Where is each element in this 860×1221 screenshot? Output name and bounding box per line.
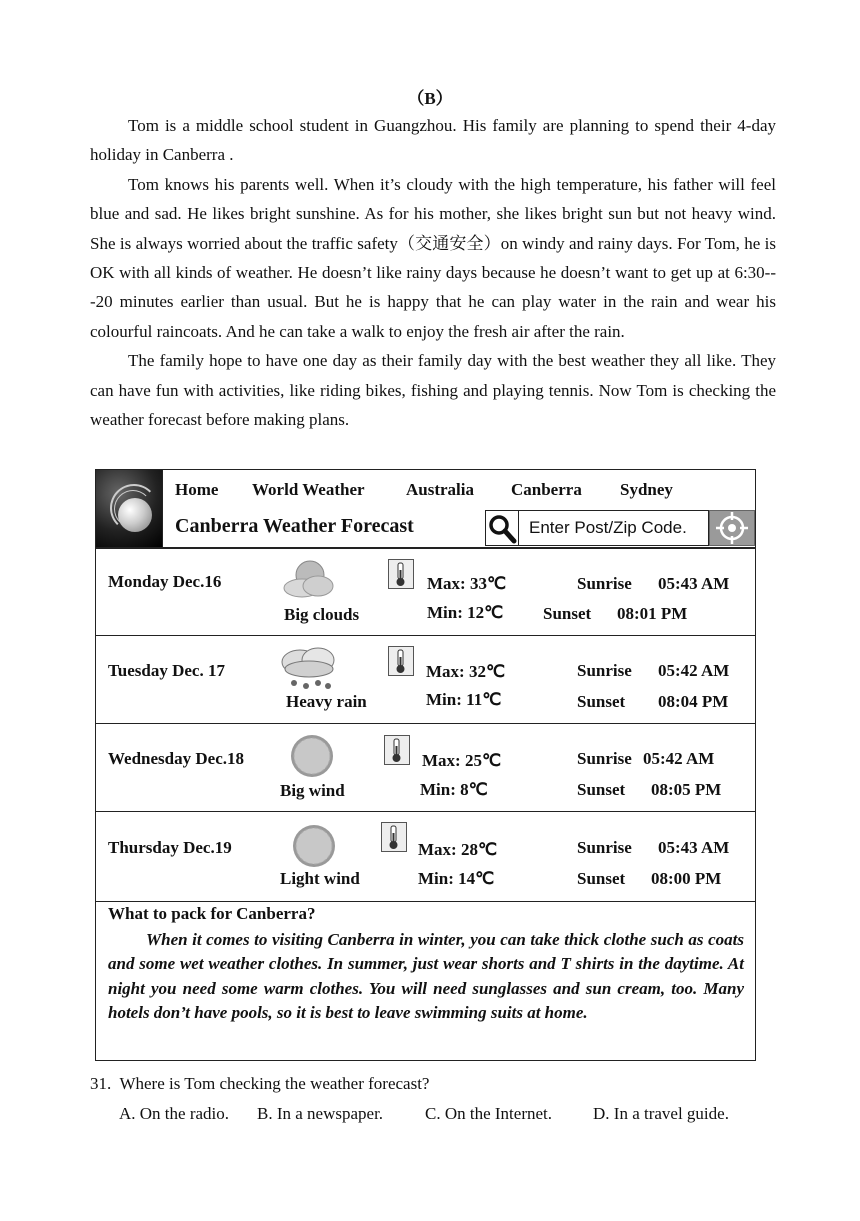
forecast-row-wednesday	[96, 724, 756, 812]
option-a[interactable]: A. On the radio.	[119, 1104, 230, 1123]
nav-bar	[162, 470, 756, 547]
rain-cloud-icon	[278, 642, 340, 692]
reading-passage	[90, 111, 776, 434]
paragraph-2: Tom knows his parents well. When it’s cloudy with the high temperature, his father will feel blue and sad. He likes bright sunshine. As for his mother, she likes bright sun but not heavy wind. She is always worried about the traffic safety（交通安全）on windy and rainy days. For Tom, he is OK with all kinds of weather. He doesn’t like rainy days because he doesn’t want to get up at 6:30---20 minutes earlier than usual. But he is happy that he can play water in the rain and wear his colourful raincoats. And he can take a walk to enjoy the fresh air after the rain.	[90, 174, 776, 341]
forecast-row-tuesday	[96, 636, 756, 724]
min-temp: Min: 8℃	[420, 780, 488, 799]
thermometer-icon	[388, 646, 414, 676]
paragraph-3: The family hope to have one day as their family day with the best weather they all like. They can have fun with activities, like riding bikes, fishing and playing tennis. Now Tom is checking the weather forecast before making plans.	[90, 351, 776, 430]
post-zip-code-input[interactable]	[519, 510, 709, 546]
nav-world-weather[interactable]: World Weather	[252, 480, 365, 499]
condition-label: Big wind	[280, 781, 345, 800]
condition-label: Big clouds	[284, 605, 360, 624]
nav-canberra[interactable]: Canberra	[511, 480, 582, 499]
min-temp: Min: 11℃	[426, 690, 502, 709]
sunrise-label: Sunrise	[577, 574, 632, 593]
sunset-label: Sunset	[543, 604, 592, 623]
sunset-time: 08:01 PM	[617, 604, 688, 623]
question-number: 31.	[90, 1074, 112, 1093]
cloud-sun-icon	[280, 558, 340, 600]
thermometer-icon	[388, 559, 414, 589]
packing-text	[108, 928, 744, 1026]
sunrise-time: 05:42 AM	[643, 749, 715, 768]
nav-home[interactable]: Home	[175, 480, 219, 499]
weather-forecast-widget	[95, 469, 756, 1061]
thermometer-icon	[384, 735, 410, 765]
paragraph-1: Tom is a middle school student in Guangzhou. His family are planning to spend their 4-day holiday in Canberra .	[90, 116, 776, 165]
option-b[interactable]: B. In a newspaper.	[257, 1104, 384, 1123]
sunset-label: Sunset	[577, 692, 626, 711]
day-label: Tuesday Dec. 17	[108, 661, 225, 680]
question	[90, 1074, 429, 1094]
max-temp: Max: 25℃	[422, 751, 502, 770]
site-title: Canberra Weather Forecast	[175, 515, 414, 537]
site-logo[interactable]	[96, 470, 162, 547]
forecast-row-thursday	[96, 812, 756, 902]
max-temp: Max: 33℃	[427, 574, 507, 593]
locate-button[interactable]	[709, 510, 755, 546]
crosshair-icon	[710, 511, 754, 545]
sun-icon	[286, 732, 338, 780]
search-button[interactable]	[485, 510, 519, 546]
sunrise-time: 05:43 AM	[658, 838, 730, 857]
search-icon	[486, 511, 518, 545]
sunrise-time: 05:42 AM	[658, 661, 730, 680]
day-label: Wednesday Dec.18	[108, 749, 244, 768]
sunrise-label: Sunrise	[577, 749, 632, 768]
min-temp: Min: 14℃	[418, 869, 495, 888]
max-temp: Max: 32℃	[426, 662, 506, 681]
packing-paragraph: When it comes to visiting Canberra in winter, you can take thick clothe such as coats and some wet weather clothes. In summer, just wear shorts and T shirts in the daytime. At night you need some warm clothes. You will need sunglasses and sun cream, too. Many hotels don’t have pools, so it is best to leave swimming suits at home.	[108, 930, 744, 1023]
sunset-time: 08:05 PM	[651, 780, 722, 799]
sunset-time: 08:00 PM	[651, 869, 722, 888]
nav-australia[interactable]: Australia	[406, 480, 474, 499]
thermometer-icon	[381, 822, 407, 852]
section-heading: （B）	[407, 89, 453, 108]
nav-sydney[interactable]: Sydney	[620, 480, 673, 499]
sun-icon	[288, 822, 340, 870]
sunrise-label: Sunrise	[577, 838, 632, 857]
sunset-time: 08:04 PM	[658, 692, 729, 711]
sunrise-time: 05:43 AM	[658, 574, 730, 593]
min-temp: Min: 12℃	[427, 603, 504, 622]
forecast-row-monday	[96, 548, 756, 636]
day-label: Thursday Dec.19	[108, 838, 232, 857]
sunset-label: Sunset	[577, 780, 626, 799]
option-d[interactable]: D. In a travel guide.	[593, 1104, 729, 1123]
logo-orb	[118, 498, 152, 532]
sunset-label: Sunset	[577, 869, 626, 888]
question-text: Where is Tom checking the weather forecast?	[119, 1074, 430, 1093]
condition-label: Light wind	[280, 869, 360, 888]
sunrise-label: Sunrise	[577, 661, 632, 680]
day-label: Monday Dec.16	[108, 572, 222, 591]
max-temp: Max: 28℃	[418, 840, 498, 859]
condition-label: Heavy rain	[286, 692, 367, 711]
option-c[interactable]: C. On the Internet.	[425, 1104, 552, 1123]
packing-title: What to pack for Canberra?	[108, 904, 316, 923]
